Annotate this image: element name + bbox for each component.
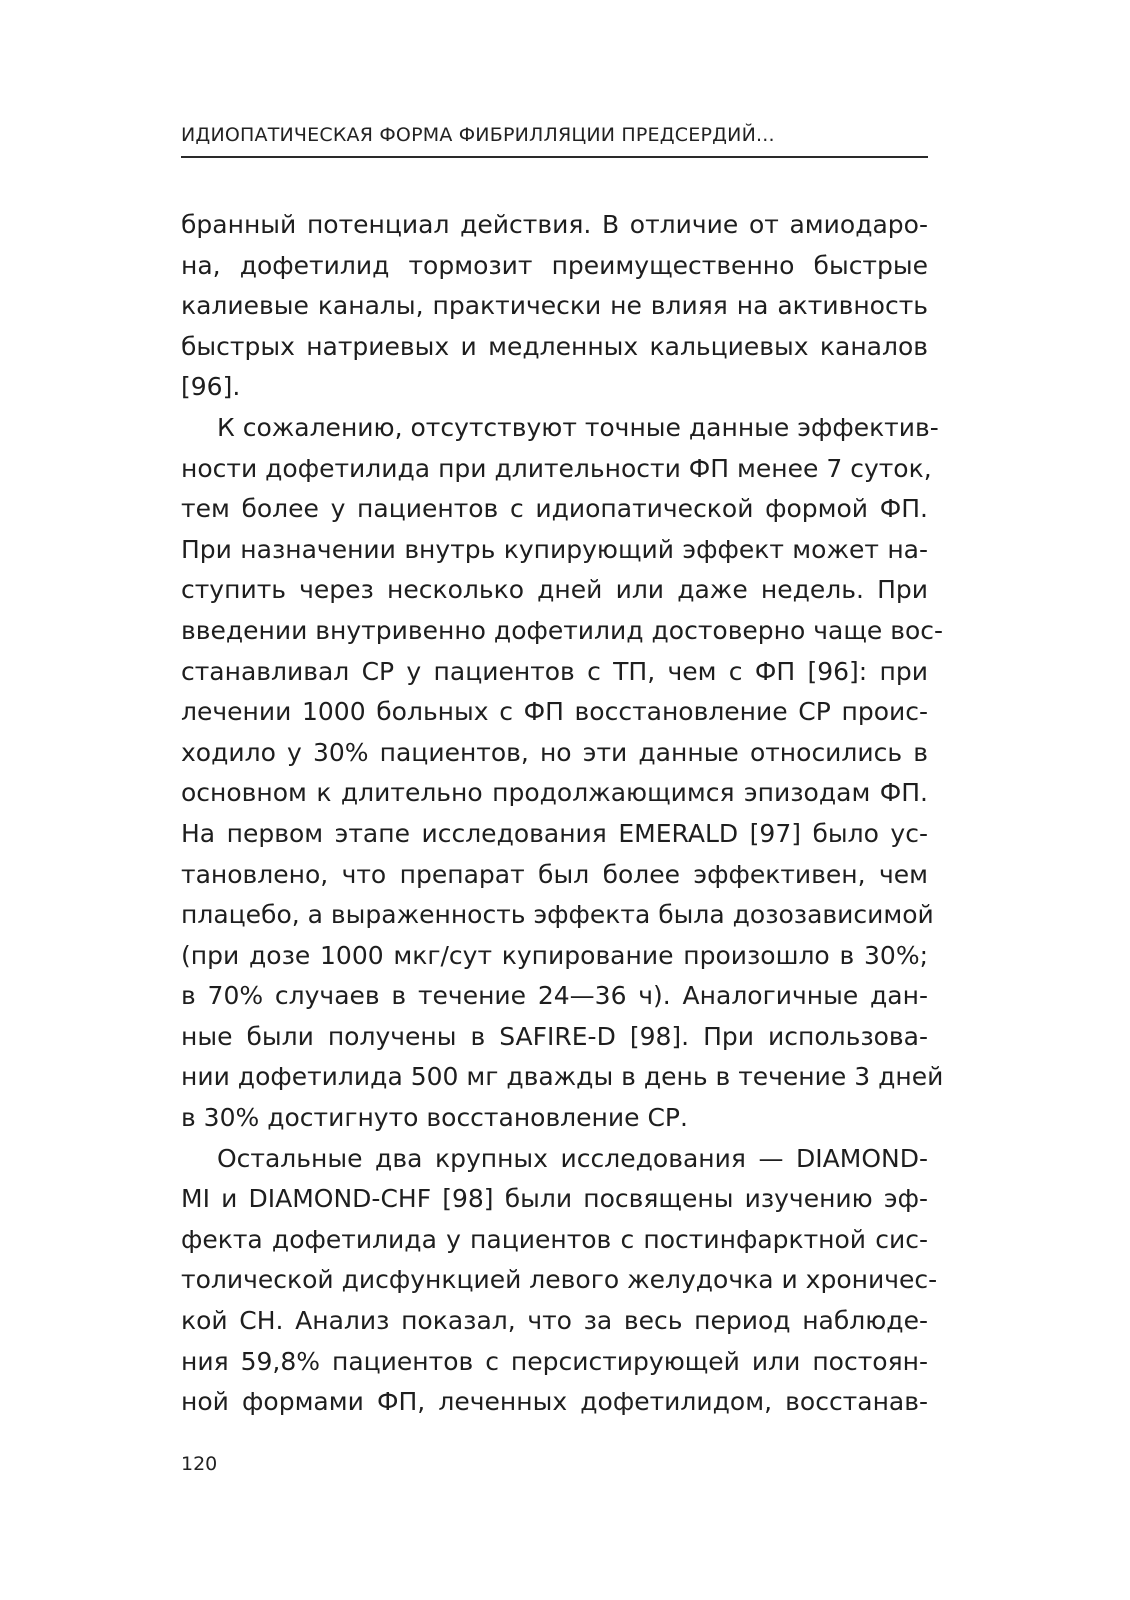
text-line: быстрых натриевых и медленных кальциевых каналов: [181, 331, 928, 361]
running-header: ИДИОПАТИЧЕСКАЯ ФОРМА ФИБРИЛЛЯЦИИ ПРЕДСЕРДИЙ...: [181, 124, 775, 146]
text-line: на, дофетилид тормозит преимущественно быстрые: [181, 250, 928, 280]
text-line: На первом этапе исследования EMERALD [97] было ус-: [181, 818, 928, 848]
text-line: плацебо, а выраженность эффекта была дозозависимой: [181, 900, 934, 930]
text-line: бранный потенциал действия. В отличие от амиодаро-: [181, 210, 928, 239]
text-line: ступить через несколько дней или даже недель. При: [181, 575, 928, 605]
text-line: основном к длительно продолжающимся эпизодам ФП.: [181, 778, 928, 808]
page-number: 120: [181, 1453, 218, 1475]
text-line: MI и DIAMOND-CHF [98] были посвящены изучению эф-: [181, 1184, 928, 1214]
text-line: фекта дофетилида у пациентов с постинфарктной сис-: [181, 1224, 928, 1254]
text-line: ной формами ФП, леченных дофетилидом, восстанав-: [181, 1387, 928, 1417]
text-line: При назначении внутрь купирующий эффект может на-: [181, 534, 928, 564]
text-line: в 70% случаев в течение 24—36 ч). Аналогичные дан-: [181, 981, 928, 1011]
text-line: [96].: [181, 372, 241, 402]
text-line: ные были получены в SAFIRE-D [98]. При использова-: [181, 1021, 928, 1051]
text-line: ходило у 30% пациентов, но эти данные относились в: [181, 737, 928, 767]
text-line: кой СН. Анализ показал, что за весь период наблюде-: [181, 1306, 928, 1336]
header-rule: [181, 156, 928, 158]
text-line: лечении 1000 больных с ФП восстановление СР проис-: [181, 697, 928, 727]
text-line: калиевые каналы, практически не влияя на активность: [181, 291, 928, 321]
text-line: Остальные два крупных исследования — DIAMOND-: [217, 1143, 928, 1173]
text-line: нии дофетилида 500 мг дважды в день в течение 3 дней: [181, 1062, 944, 1092]
text-line: толической дисфункцией левого желудочка и хроничес-: [181, 1265, 938, 1295]
body-text: [181, 205, 944, 1423]
text-line: тем более у пациентов с идиопатической формой ФП.: [181, 494, 928, 524]
text-line: (при дозе 1000 мкг/сут купирование произошло в 30%;: [181, 940, 928, 970]
text-line: ности дофетилида при длительности ФП менее 7 суток,: [181, 453, 932, 483]
text-line: К сожалению, отсутствуют точные данные эффектив-: [217, 412, 939, 442]
text-line: в 30% достигнуто восстановление СР.: [181, 1103, 688, 1133]
text-line: введении внутривенно дофетилид достоверно чаще вос-: [181, 615, 944, 645]
text-line: ния 59,8% пациентов с персистирующей или постоян-: [181, 1346, 928, 1376]
text-line: станавливал СР у пациентов с ТП, чем с ФП [96]: при: [181, 656, 928, 686]
text-line: тановлено, что препарат был более эффективен, чем: [181, 859, 928, 889]
